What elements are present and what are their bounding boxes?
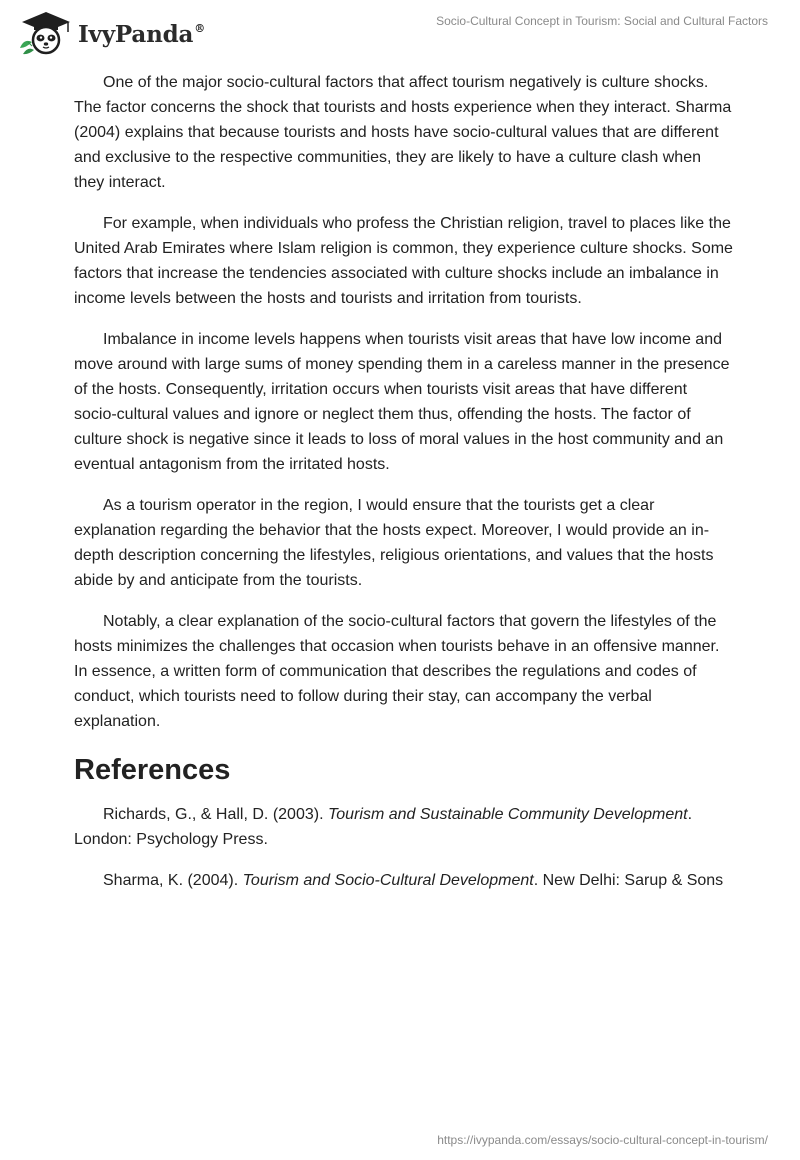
paragraph: For example, when individuals who profess the Christian religion, travel to places like the United Arab Emirates where Islam religion is common, they experience culture shocks. Some factors that increase the tendencies associated with culture shocks include an imbalance in income levels between the hosts and tourists and irritation from tourists. — [74, 215, 733, 307]
registered-mark: ® — [194, 21, 205, 35]
reference-title: Tourism and Socio-Cultural Development — [242, 872, 534, 889]
essay-body — [74, 70, 734, 909]
paragraph: One of the major socio-cultural factors that affect tourism negatively is culture shocks. The factor concerns the shock that tourists and hosts experience when they interact. Sharma (2004) explains that because tourists and hosts have socio-cultural values that are different and exclusive to the respective communities, they are likely to have a culture clash when they interact. — [74, 74, 732, 191]
reference-item: Sharma, K. (2004). Tourism and Socio-Cultural Development. New Delhi: Sarup & Sons — [103, 872, 724, 889]
paragraph: Imbalance in income levels happens when tourists visit areas that have low income and move around with large sums of money spending them in a careless manner in the presence of the hosts. Consequently, irritation occurs when tourists visit areas that have different socio-cultural values and ignore or neglect them thus, offending the hosts. The factor of culture shock is negative since it leads to loss of moral values in the host community and an eventual antagonism from the irritated hosts. — [74, 331, 730, 473]
logo-text: IvyPanda® — [78, 20, 205, 48]
paragraph: Notably, a clear explanation of the socio-cultural factors that govern the lifestyles of the hosts minimizes the challenges that occasion when tourists behave in an offensive manner. In essence, a written form of communication that describes the regulations and codes of conduct, which tourists need to follow during their stay, can accompany the verbal explanation. — [74, 613, 720, 730]
reference-title: Tourism and Sustainable Community Development — [327, 806, 688, 823]
panda-graduate-icon — [14, 8, 74, 56]
ivypanda-logo[interactable] — [14, 8, 205, 56]
paragraph: As a tourism operator in the region, I would ensure that the tourists get a clear explanation regarding the behavior that the hosts expect. Moreover, I would provide an in-depth description concerning the lifestyles, religious orientations, and values that the hosts abide by and anticipate from the tourists. — [74, 497, 714, 589]
reference-item: Richards, G., & Hall, D. (2003). Tourism and Sustainable Community Development. London: Psychology Press. — [74, 806, 693, 848]
document-title: Socio-Cultural Concept in Tourism: Social and Cultural Factors — [436, 14, 768, 28]
source-url[interactable]: https://ivypanda.com/essays/socio-cultural-concept-in-tourism/ — [437, 1133, 768, 1147]
references-heading: References — [74, 754, 231, 786]
